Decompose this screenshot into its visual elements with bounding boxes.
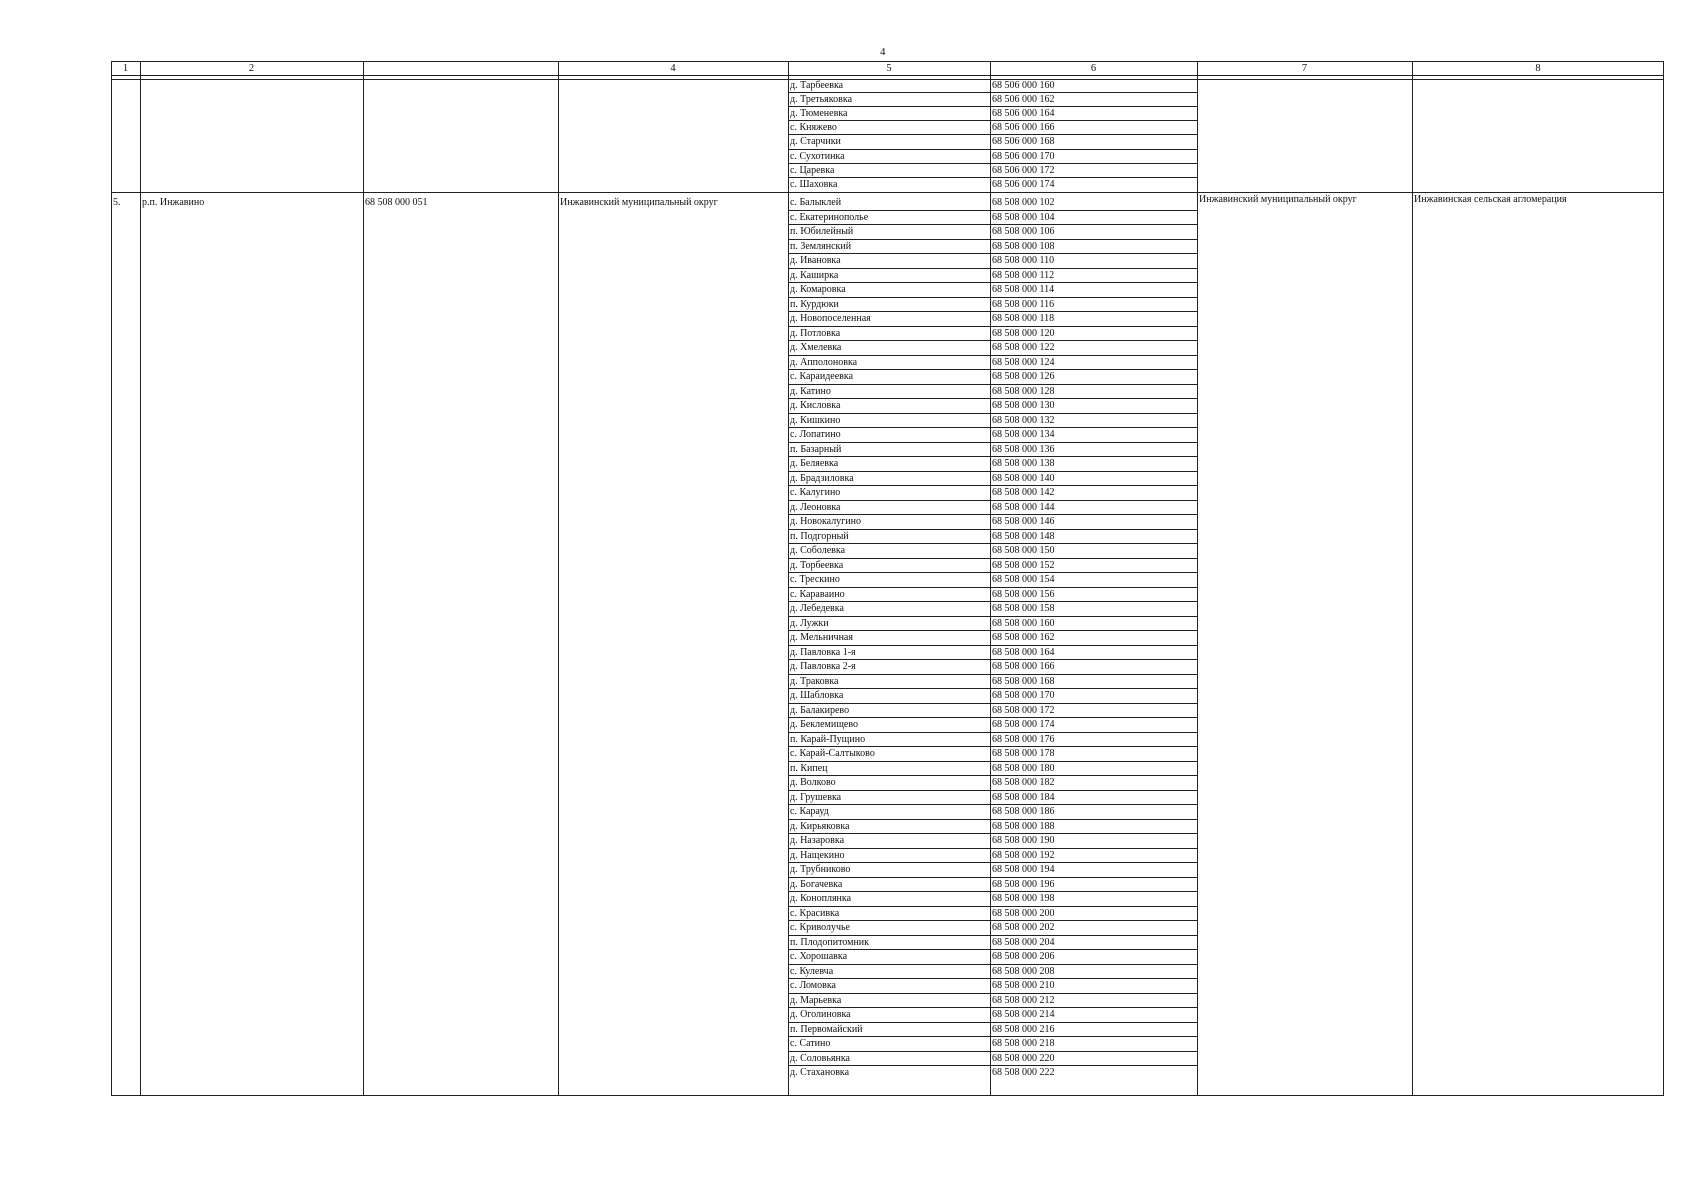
locality-code: 68 508 000 136 xyxy=(992,443,1055,455)
col-divider xyxy=(1412,61,1413,1096)
locality-code: 68 508 000 194 xyxy=(992,864,1055,875)
locality-name: д. Леоновка xyxy=(790,501,841,513)
locality-name: д. Мельничная xyxy=(790,632,853,643)
col-divider xyxy=(558,61,559,1096)
locality-name: с. Лопатино xyxy=(790,429,841,440)
locality-name: с. Княжево xyxy=(790,122,837,134)
locality-name: д. Грушевка xyxy=(790,791,842,803)
col-divider xyxy=(363,61,364,1096)
locality-code: 68 508 000 206 xyxy=(992,951,1055,962)
locality-name: д. Кирьяковка xyxy=(790,820,850,832)
locality-name: д. Хмелевка xyxy=(790,342,842,353)
locality-name: п. Кипец xyxy=(790,762,828,774)
locality-code: 68 508 000 178 xyxy=(992,748,1055,759)
locality-code: 68 508 000 214 xyxy=(992,1009,1055,1020)
locality-name: д. Апполоновка xyxy=(790,356,858,368)
locality-name: д. Соловьянка xyxy=(790,1052,850,1064)
locality-name: д. Назаровка xyxy=(790,835,845,846)
locality-code: 68 508 000 202 xyxy=(992,922,1055,933)
locality-code: 68 508 000 110 xyxy=(992,255,1055,266)
locality-name: д. Беклемищево xyxy=(790,719,859,730)
locality-code: 68 508 000 138 xyxy=(992,458,1055,469)
header-col-2: 2 xyxy=(248,63,255,74)
locality-code: 68 508 000 154 xyxy=(992,574,1055,585)
col-divider xyxy=(788,61,789,1096)
locality-code: 68 508 000 174 xyxy=(992,719,1055,730)
locality-name: с. Криволучье xyxy=(790,922,850,933)
locality-code: 68 508 000 126 xyxy=(992,371,1055,382)
locality-code: 68 508 000 158 xyxy=(992,603,1055,614)
locality-name: д. Богачевка xyxy=(790,878,843,890)
locality-code: 68 508 000 166 xyxy=(992,661,1055,672)
locality-code: 68 508 000 128 xyxy=(992,385,1055,397)
locality-name: д. Оголиновка xyxy=(790,1009,851,1020)
locality-name: с. Карай-Салтыково xyxy=(790,748,875,759)
locality-name: д. Балакирево xyxy=(790,704,850,716)
locality-name: д. Новокалугино xyxy=(790,516,861,527)
locality-name: п. Плодопитомник xyxy=(790,936,870,948)
locality-name: д. Трубниково xyxy=(790,864,851,875)
header-col-3 xyxy=(363,62,558,75)
locality-code: 68 508 000 144 xyxy=(992,501,1055,513)
locality-code: 68 508 000 172 xyxy=(992,704,1055,716)
locality-name: с. Ломовка xyxy=(790,980,836,991)
locality-code: 68 508 000 196 xyxy=(992,878,1055,890)
locality-name: д. Комаровка xyxy=(790,284,846,295)
settlement-code: 68 508 000 051 xyxy=(365,197,428,208)
col-divider xyxy=(990,61,991,1096)
locality-code: 68 508 000 106 xyxy=(992,226,1055,237)
locality-name: д. Новопоселенная xyxy=(790,313,871,324)
col-divider xyxy=(140,61,141,1096)
locality-name: д. Третьяковка xyxy=(790,94,853,106)
locality-code: 68 508 000 168 xyxy=(992,675,1055,687)
locality-name: п. Карай-Пущино xyxy=(790,733,866,745)
locality-name: д. Кисловка xyxy=(790,400,841,411)
locality-code: 68 506 000 168 xyxy=(992,136,1055,148)
locality-name: д. Коноплянка xyxy=(790,893,852,904)
locality-code: 68 508 000 186 xyxy=(992,806,1055,817)
header-col-6: 6 xyxy=(1090,63,1097,74)
locality-name: с. Балыклей xyxy=(790,197,842,208)
locality-name: п. Курдюки xyxy=(790,298,839,310)
row-number: 5. xyxy=(113,197,121,208)
locality-code: 68 508 000 120 xyxy=(992,327,1055,339)
locality-name: с. Екатеринополье xyxy=(790,211,869,223)
locality-name: с. Шаховка xyxy=(790,178,838,190)
locality-code: 68 508 000 208 xyxy=(992,965,1055,977)
locality-name: д. Ивановка xyxy=(790,255,841,266)
locality-name: п. Землянский xyxy=(790,240,852,252)
header-col-5: 5 xyxy=(886,63,892,74)
locality-code: 68 508 000 212 xyxy=(992,994,1055,1006)
locality-code: 68 508 000 220 xyxy=(992,1052,1055,1064)
locality-code: 68 508 000 148 xyxy=(992,530,1055,542)
locality-code: 68 508 000 218 xyxy=(992,1038,1055,1049)
locality-code: 68 508 000 112 xyxy=(992,269,1055,281)
locality-name: п. Первомайский xyxy=(790,1023,863,1035)
locality-code: 68 508 000 192 xyxy=(992,849,1055,861)
settlement-name: р.п. Инжавино xyxy=(142,197,205,208)
locality-code: 68 508 000 152 xyxy=(992,559,1055,571)
locality-code: 68 508 000 108 xyxy=(992,240,1055,252)
locality-code: 68 508 000 142 xyxy=(992,487,1055,498)
locality-code: 68 508 000 102 xyxy=(992,197,1055,208)
locality-code: 68 506 000 160 xyxy=(992,80,1055,91)
locality-name: д. Беляевка xyxy=(790,458,839,469)
locality-name: д. Катино xyxy=(790,385,831,397)
locality-code: 68 508 000 222 xyxy=(992,1067,1055,1078)
locality-code: 68 508 000 204 xyxy=(992,936,1055,948)
locality-name: п. Подгорный xyxy=(790,530,849,542)
locality-name: с. Сатино xyxy=(790,1038,831,1049)
locality-code: 68 506 000 174 xyxy=(992,178,1055,190)
locality-name: с. Красивка xyxy=(790,907,840,919)
locality-code: 68 508 000 114 xyxy=(992,284,1055,295)
locality-code: 68 508 000 124 xyxy=(992,356,1055,368)
district-name: Инжавинский муниципальный округ xyxy=(560,197,718,208)
locality-name: д. Шабловка xyxy=(790,690,844,701)
locality-code: 68 508 000 118 xyxy=(992,313,1055,324)
locality-name: д. Траковка xyxy=(790,675,839,687)
page-number: 4 xyxy=(880,46,886,58)
locality-name: д. Стахановка xyxy=(790,1067,850,1078)
locality-code: 68 508 000 176 xyxy=(992,733,1055,745)
locality-code: 68 508 000 134 xyxy=(992,429,1055,440)
locality-name: с. Сухотинка xyxy=(790,150,845,162)
locality-code: 68 508 000 156 xyxy=(992,588,1055,600)
locality-code: 68 506 000 170 xyxy=(992,150,1055,162)
locality-name: п. Базарный xyxy=(790,443,842,455)
locality-code: 68 508 000 188 xyxy=(992,820,1055,832)
locality-name: д. Павловка 2-я xyxy=(790,661,856,672)
locality-code: 68 506 000 172 xyxy=(992,164,1055,176)
locality-name: с. Царевка xyxy=(790,164,835,176)
locality-code: 68 506 000 164 xyxy=(992,108,1055,120)
locality-code: 68 508 000 146 xyxy=(992,516,1055,527)
locality-name: д. Соболевка xyxy=(790,545,846,556)
locality-code: 68 508 000 116 xyxy=(992,298,1055,310)
locality-code: 68 508 000 216 xyxy=(992,1023,1055,1035)
locality-name: с. Караваино xyxy=(790,588,845,600)
locality-code: 68 508 000 170 xyxy=(992,690,1055,701)
locality-code: 68 508 000 104 xyxy=(992,211,1055,223)
locality-code: 68 508 000 150 xyxy=(992,545,1055,556)
locality-code: 68 508 000 160 xyxy=(992,617,1055,629)
locality-name: д. Волково xyxy=(790,777,836,788)
locality-name: с. Караидеевка xyxy=(790,371,854,382)
col8-agglomeration: Инжавинская сельская агломерация xyxy=(1414,194,1567,205)
locality-name: с. Трескино xyxy=(790,574,840,585)
locality-code: 68 508 000 140 xyxy=(992,472,1055,484)
locality-name: д. Павловка 1-я xyxy=(790,646,856,658)
locality-name: д. Лужки xyxy=(790,617,829,629)
locality-name: с. Хорошавка xyxy=(790,951,848,962)
locality-code: 68 508 000 184 xyxy=(992,791,1055,803)
locality-name: д. Каширка xyxy=(790,269,839,281)
locality-code: 68 508 000 198 xyxy=(992,893,1055,904)
locality-code: 68 508 000 130 xyxy=(992,400,1055,411)
header-col-1: 1 xyxy=(122,63,129,74)
locality-name: д. Марьевка xyxy=(790,994,842,1006)
header-separator xyxy=(111,75,1664,76)
locality-code: 68 508 000 162 xyxy=(992,632,1055,643)
locality-code: 68 508 000 180 xyxy=(992,762,1055,774)
header-col-7: 7 xyxy=(1301,63,1308,74)
header-col-8: 8 xyxy=(1535,63,1541,74)
locality-code: 68 508 000 132 xyxy=(992,414,1055,426)
locality-code: 68 508 000 122 xyxy=(992,342,1055,353)
locality-code: 68 508 000 182 xyxy=(992,777,1055,788)
locality-name: д. Потловка xyxy=(790,327,841,339)
locality-name: с. Карауд xyxy=(790,806,829,817)
locality-name: д. Старчики xyxy=(790,136,841,148)
locality-name: с. Калугино xyxy=(790,487,841,498)
locality-code: 68 508 000 164 xyxy=(992,646,1055,658)
locality-name: д. Лебедевка xyxy=(790,603,844,614)
locality-name: д. Нащекино xyxy=(790,849,845,861)
locality-code: 68 506 000 166 xyxy=(992,122,1055,134)
locality-name: п. Юбилейный xyxy=(790,226,854,237)
locality-name: д. Тарбеевка xyxy=(790,80,844,91)
col-divider xyxy=(1197,61,1198,1096)
locality-name: д. Брадзиловка xyxy=(790,472,854,484)
locality-code: 68 508 000 190 xyxy=(992,835,1055,846)
locality-code: 68 508 000 200 xyxy=(992,907,1055,919)
locality-code: 68 508 000 210 xyxy=(992,980,1055,991)
locality-name: д. Тюменевка xyxy=(790,108,848,120)
header-col-4: 4 xyxy=(670,63,676,74)
locality-name: д. Торбеевка xyxy=(790,559,844,571)
locality-name: с. Кулевча xyxy=(790,965,834,977)
locality-code: 68 506 000 162 xyxy=(992,94,1055,106)
col7-district: Инжавинский муниципальный округ xyxy=(1199,194,1357,205)
locality-name: д. Кишкино xyxy=(790,414,841,426)
